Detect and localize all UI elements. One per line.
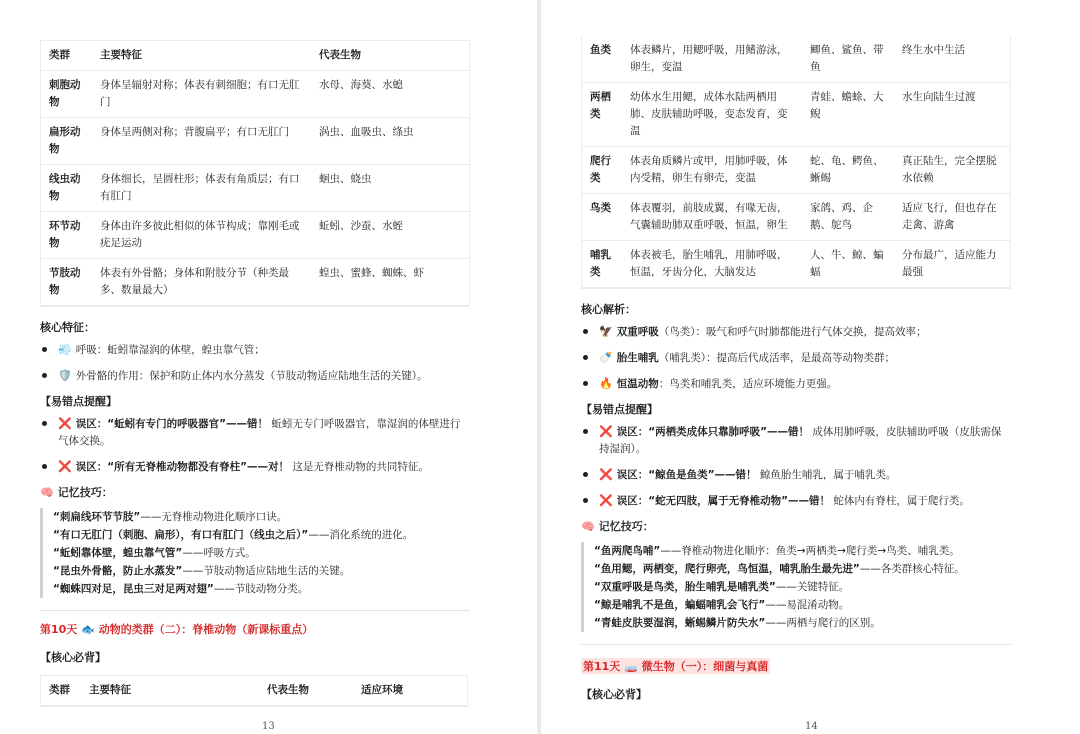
baby-bottle-icon: 🍼	[599, 351, 613, 364]
table-row	[582, 147, 1010, 194]
mistake-list	[581, 423, 1011, 510]
table-row	[582, 83, 1010, 147]
table-header-row	[41, 41, 469, 71]
memory-phrase: “蜘蛛四对足，昆虫三对足两对翅”	[53, 583, 214, 595]
list-item	[581, 323, 1011, 341]
list-item-text: 外骨骼的作用：保护和防止体内水分蒸发（节肢动物适应陆地生活的关键）。	[75, 370, 428, 382]
table-cell: 幼体水生用鳃，成体水陆两栖用肺、皮肤辅助呼吸，变态发育，变温	[622, 83, 802, 147]
day-topic: 动物的类群（二）：脊椎动物（新课标重点）	[98, 623, 314, 636]
mistake-list	[40, 415, 470, 476]
memory-line	[594, 596, 1011, 614]
must-memorize-heading: 【核心必背】	[581, 688, 647, 701]
cross-icon: ❌	[58, 417, 72, 430]
brain-icon: 🧠	[581, 520, 595, 533]
mistake-claim: “蚯蚓有专门的呼吸器官”——错！	[107, 418, 269, 430]
memory-note: ——各类群核心特征。	[859, 563, 965, 575]
table-cell: 家鸽、鸡、企鹅、鸵鸟	[802, 194, 894, 241]
table-row	[582, 194, 1010, 241]
table-cell: 终生水中生活	[894, 36, 1010, 83]
list-item	[581, 349, 1011, 367]
memory-phrase: “青蛙皮肤要湿润，蜥蜴鳞片防失水”	[594, 617, 766, 629]
mistake-explanation: 蚯蚓无专门呼吸器官，靠湿润的体壁进行气体交换。	[58, 418, 461, 447]
vertebrate-table	[581, 36, 1011, 289]
brain-icon: 🧠	[40, 486, 54, 499]
table-cell: 节肢动物	[41, 259, 92, 306]
table-cell: 环节动物	[41, 212, 92, 259]
divider	[581, 644, 1011, 645]
memory-line	[53, 544, 470, 562]
memory-note: ——关键特征。	[775, 581, 850, 593]
day-11-title	[581, 658, 770, 674]
table-cell: 体表角质鳞片或甲，用肺呼吸，体内受精，卵生有卵壳，变温	[622, 147, 802, 194]
table-cell: 蝗虫、蜜蜂、蜘蛛、虾	[311, 259, 469, 306]
table-cell: 青蛙、蟾蜍、大鲵	[802, 83, 894, 147]
mistake-claim: “蛇无四肢，属于无脊椎动物”——错！	[648, 495, 831, 507]
analysis-term: 双重呼吸	[616, 326, 659, 338]
table-cell: 身体细长，呈圆柱形；体表有角质层；有口有肛门	[92, 165, 311, 212]
memory-note: ——节肢动物适应陆地生活的关键。	[182, 565, 351, 577]
table-header-cell: 代表生物	[259, 676, 353, 706]
memory-heading	[581, 518, 1011, 534]
analysis-text: （鸟类）：吸气和呼气时肺都能进行气体交换，提高效率；	[658, 326, 927, 338]
list-item	[581, 492, 1011, 510]
table-cell: 身体由许多彼此相似的体节构成；靠刚毛或疣足运动	[92, 212, 311, 259]
table-cell: 两栖类	[582, 83, 622, 147]
shield-icon: 🛡️	[58, 369, 72, 382]
cross-icon: ❌	[599, 425, 613, 438]
fish-icon: 🐟	[81, 623, 95, 636]
memory-line	[594, 578, 1011, 596]
analysis-heading: 核心解析：	[581, 303, 636, 316]
memory-line	[594, 614, 1011, 632]
wind-icon: 💨	[58, 343, 72, 356]
memory-line	[53, 508, 470, 526]
cross-icon: ❌	[599, 494, 613, 507]
table-cell: 适应飞行，但也存在走禽、游禽	[894, 194, 1010, 241]
memory-phrase: “刺扁线环节节肢”	[53, 511, 141, 523]
list-item	[40, 367, 470, 385]
table-cell: 体表鳞片，用鳃呼吸，用鳍游泳，卵生，变温	[622, 36, 802, 83]
mistake-claim: “所有无脊椎动物都没有脊柱”——对！	[107, 461, 290, 473]
mistake-label: 误区：	[616, 426, 649, 438]
table-cell: 分布最广，适应能力最强	[894, 241, 1010, 288]
list-item	[581, 466, 1011, 484]
memory-phrase: “鱼两爬鸟哺”	[594, 545, 661, 557]
analysis-term: 胎生哺乳	[616, 352, 659, 364]
page-14-content	[581, 36, 1011, 702]
table-cell: 刺胞动物	[41, 71, 92, 118]
table-cell: 哺乳类	[582, 241, 622, 288]
table-cell: 鸟类	[582, 194, 622, 241]
memory-phrase: “双重呼吸是鸟类，胎生哺乳是哺乳类”	[594, 581, 776, 593]
table-header-cell: 代表生物	[311, 41, 469, 71]
table-cell: 体表被毛，胎生哺乳，用肺呼吸，恒温，牙齿分化，大脑发达	[622, 241, 802, 288]
memory-phrase: “有口无肛门（刺胞、扁形），有口有肛门（线虫之后）”	[53, 529, 309, 541]
mistake-explanation: 成体用肺呼吸，皮肤辅助呼吸（皮肤需保持湿润）。	[599, 426, 1002, 455]
table-row	[41, 212, 469, 259]
analysis-text: ：鸟类和哺乳类，适应环境能力更强。	[658, 378, 838, 390]
mistake-explanation: 蛇体内有脊柱，属于爬行类。	[833, 495, 970, 507]
memory-phrase: “昆虫外骨骼，防止水蒸发”	[53, 565, 183, 577]
list-item-text: 呼吸：蚯蚓靠湿润的体壁，蝗虫靠气管；	[75, 344, 265, 356]
day-number: 第10天	[40, 623, 78, 636]
mistake-label: 误区：	[75, 461, 108, 473]
table-cell: 涡虫、血吸虫、绦虫	[311, 118, 469, 165]
divider	[40, 610, 470, 611]
page-14	[541, 0, 1080, 734]
mistake-label: 误区：	[616, 495, 649, 507]
table-row	[41, 71, 469, 118]
page-13	[0, 0, 537, 734]
page-13-content	[40, 40, 470, 707]
day-10-title	[40, 621, 470, 637]
memory-line	[594, 542, 1011, 560]
memory-line	[53, 562, 470, 580]
analysis-list	[581, 323, 1011, 393]
fire-icon: 🔥	[599, 377, 613, 390]
table-row	[41, 259, 469, 306]
table-header-cell: 类群	[41, 41, 92, 71]
table-header-cell: 主要特征	[81, 676, 259, 706]
table-cell: 水母、海葵、水螅	[311, 71, 469, 118]
memory-line	[53, 526, 470, 544]
memory-note: ——无脊椎动物进化顺序口诀。	[140, 511, 288, 523]
vertebrate-table-header	[40, 675, 468, 707]
table-cell: 鲫鱼、鲨鱼、带鱼	[802, 36, 894, 83]
core-features-list	[40, 341, 470, 385]
memory-note: ——脊椎动物进化顺序：鱼类→两栖类→爬行类→鸟类、哺乳类。	[660, 545, 960, 557]
table-cell: 蛔虫、蛲虫	[311, 165, 469, 212]
memory-heading-text: 记忆技巧：	[598, 520, 654, 533]
memory-line	[53, 580, 470, 598]
cross-icon: ❌	[599, 468, 613, 481]
table-cell: 线虫动物	[41, 165, 92, 212]
list-item	[581, 423, 1011, 458]
table-cell: 身体呈两侧对称；背腹扁平；有口无肛门	[92, 118, 311, 165]
table-cell: 水生向陆生过渡	[894, 83, 1010, 147]
list-item	[581, 375, 1011, 393]
list-item	[40, 341, 470, 359]
table-cell: 身体呈辐射对称；体表有刺细胞；有口无肛门	[92, 71, 311, 118]
list-item	[40, 458, 470, 476]
core-features-heading: 核心特征：	[40, 321, 95, 334]
mistake-claim: “两栖类成体只靠肺呼吸”——错！	[648, 426, 810, 438]
mistake-explanation: 这是无脊椎动物的共同特征。	[292, 461, 429, 473]
memory-note: ——呼吸方式。	[182, 547, 256, 559]
mistake-label: 误区：	[75, 418, 108, 430]
mistake-label: 误区：	[616, 469, 649, 481]
table-row	[582, 241, 1010, 288]
mistake-heading: 【易错点提醒】	[581, 403, 658, 416]
table-cell: 人、牛、鲸、蝙蝠	[802, 241, 894, 288]
list-item	[40, 415, 470, 450]
memory-quote	[40, 508, 470, 598]
table-cell: 鱼类	[582, 36, 622, 83]
table-row	[582, 36, 1010, 83]
table-header-cell: 主要特征	[92, 41, 311, 71]
must-memorize-heading: 【核心必背】	[40, 651, 106, 664]
page-number: 13	[262, 721, 275, 732]
memory-phrase: “蚯蚓靠体壁，蝗虫靠气管”	[53, 547, 183, 559]
memory-line	[594, 560, 1011, 578]
table-row	[41, 118, 469, 165]
table-cell: 蛇、龟、鳄鱼、蜥蜴	[802, 147, 894, 194]
memory-heading	[40, 484, 470, 500]
table-cell: 扁形动物	[41, 118, 92, 165]
table-row	[41, 165, 469, 212]
table-cell: 真正陆生，完全摆脱水依赖	[894, 147, 1010, 194]
table-cell: 蚯蚓、沙蚕、水蛭	[311, 212, 469, 259]
memory-phrase: “鱼用鳃，两栖变，爬行卵壳，鸟恒温，哺乳胎生最先进”	[594, 563, 860, 575]
memory-note: ——消化系统的进化。	[308, 529, 414, 541]
analysis-term: 恒温动物	[616, 378, 659, 390]
mistake-claim: “鲸鱼是鱼类”——错！	[648, 469, 757, 481]
memory-note: ——易混淆动物。	[765, 599, 850, 611]
cross-icon: ❌	[58, 460, 72, 473]
memory-note: ——节肢动物分类。	[213, 583, 309, 595]
day-number: 第11天	[583, 660, 621, 673]
table-header-row	[41, 676, 467, 706]
petri-dish-icon: 🧫	[624, 660, 638, 673]
mistake-explanation: 鲸鱼胎生哺乳，属于哺乳类。	[759, 469, 897, 481]
table-cell: 爬行类	[582, 147, 622, 194]
day-topic: 微生物（一）：细菌与真菌	[641, 660, 769, 673]
mistake-heading: 【易错点提醒】	[40, 395, 117, 408]
table-cell: 体表覆羽，前肢成翼，有喙无齿，气囊辅助肺双重呼吸，恒温，卵生	[622, 194, 802, 241]
memory-phrase: “鲸是哺乳不是鱼，蝙蝠哺乳会飞行”	[594, 599, 766, 611]
memory-heading-text: 记忆技巧：	[57, 486, 113, 499]
invertebrate-table	[40, 40, 470, 307]
eagle-icon: 🦅	[599, 325, 613, 338]
page-number: 14	[805, 721, 818, 732]
table-header-cell: 类群	[41, 676, 81, 706]
table-cell: 体表有外骨骼；身体和附肢分节（种类最多、数量最大）	[92, 259, 311, 306]
memory-note: ——两栖与爬行的区别。	[765, 617, 881, 629]
memory-quote	[581, 542, 1011, 632]
analysis-text: （哺乳类）：提高后代成活率，是最高等动物类群；	[658, 352, 895, 364]
table-header-cell: 适应环境	[353, 676, 467, 706]
